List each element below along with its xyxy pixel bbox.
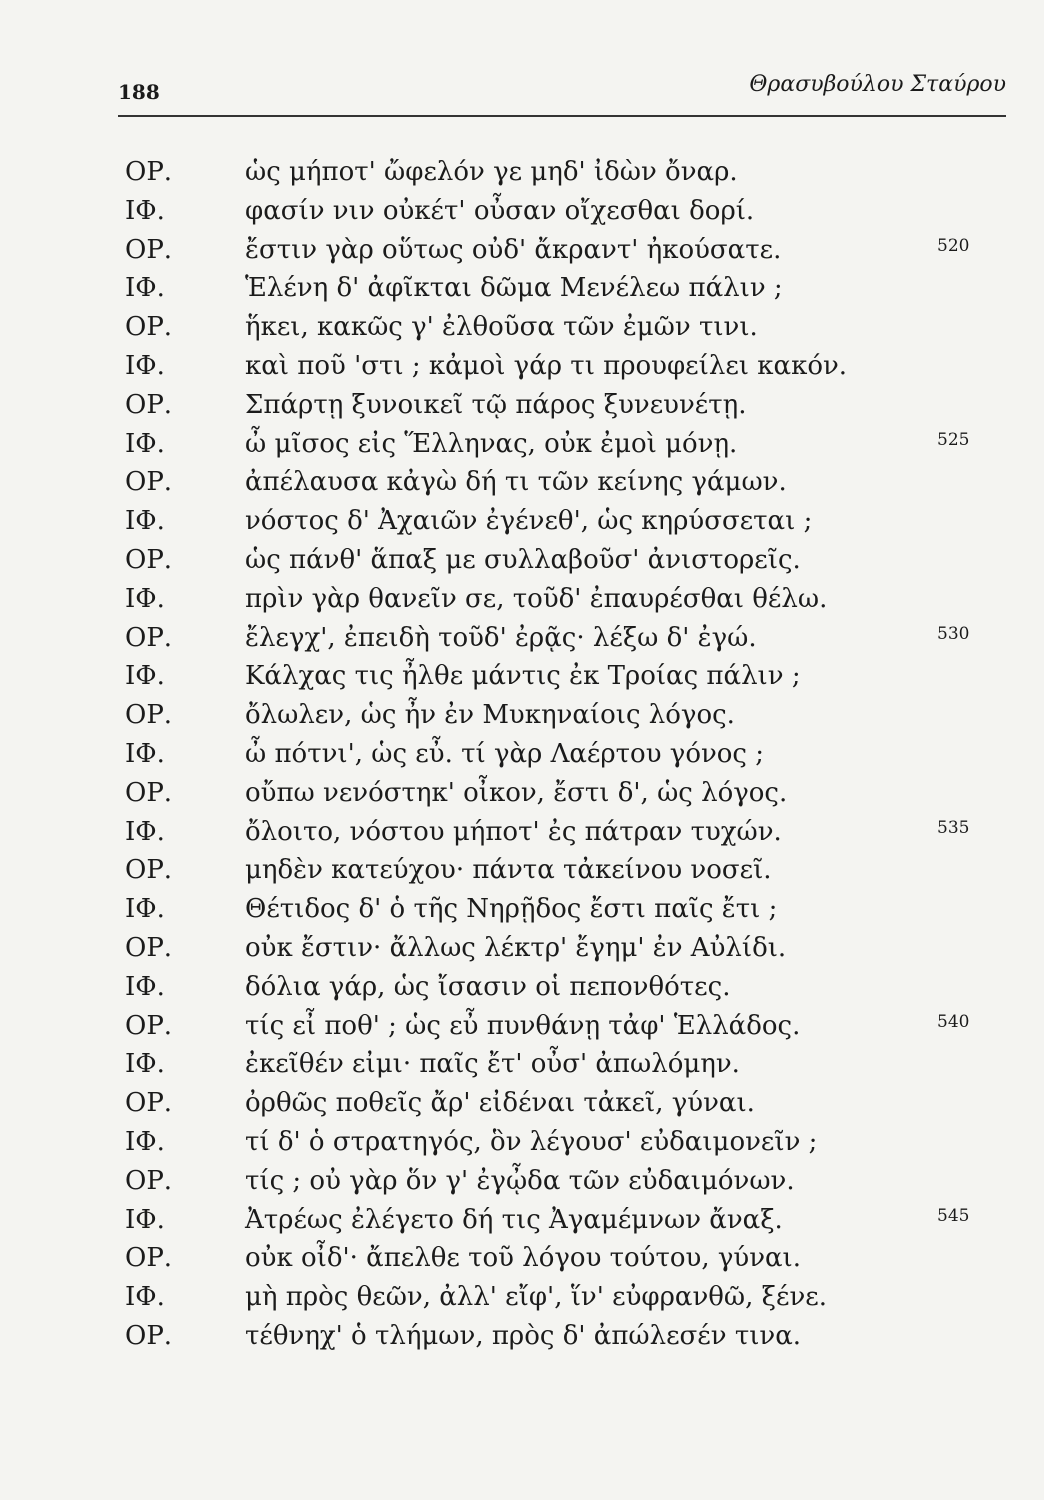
verse-text: δόλια γάρ, ὡς ἴσασιν οἱ πεπονθότες. — [245, 971, 731, 1002]
speaker-label: ΟΡ. — [125, 1088, 173, 1119]
speaker-label: ΟΡ. — [125, 234, 173, 265]
verse-text: οὔπω νενόστηκ' οἶκον, ἔστι δ', ὡς λόγος. — [245, 777, 788, 808]
verse-line — [125, 386, 1005, 425]
verse-dialogue — [125, 153, 1005, 1356]
verse-text: ὦ μῖσος εἰς Ἕλληνας, οὐκ ἐμοὶ μόνῃ. — [245, 428, 738, 459]
speaker-label: ΙΦ. — [125, 273, 165, 304]
line-number: 545 — [937, 1205, 970, 1226]
speaker-label: ΟΡ. — [125, 467, 173, 498]
verse-text: καὶ ποῦ 'στι ; κἀμοὶ γάρ τι προυφείλει κακόν. — [245, 350, 848, 381]
verse-line — [125, 1278, 1005, 1317]
speaker-label: ΙΦ. — [125, 428, 165, 459]
verse-text: οὐκ ἔστιν· ἄλλως λέκτρ' ἔγημ' ἐν Αὐλίδι. — [245, 932, 787, 963]
line-number: 520 — [937, 235, 970, 256]
verse-text: νόστος δ' Ἀχαιῶν ἐγένεθ', ὡς κηρύσσεται ; — [245, 506, 813, 537]
speaker-label: ΟΡ. — [125, 777, 173, 808]
speaker-label: ΙΦ. — [125, 894, 165, 925]
verse-line — [125, 968, 1005, 1007]
verse-line — [125, 153, 1005, 192]
verse-text: Ἑλένη δ' ἀφῖκται δῶμα Μενέλεω πάλιν ; — [245, 273, 783, 304]
verse-text: πρὶν γὰρ θανεῖν σε, τοῦδ' ἐπαυρέσθαι θέλω. — [245, 583, 828, 614]
verse-line — [125, 774, 1005, 813]
speaker-label: ΟΡ. — [125, 389, 173, 420]
verse-text: τίς ; οὐ γὰρ ὅν γ' ἐγᾦδα τῶν εὐδαιμόνων. — [245, 1165, 795, 1196]
verse-text: Σπάρτῃ ξυνοικεῖ τῷ πάρος ξυνευνέτῃ. — [245, 389, 747, 420]
verse-text: μὴ πρὸς θεῶν, ἀλλ' εἴφ', ἵν' εὐφρανθῶ, ξένε. — [245, 1282, 827, 1313]
page-number: 188 — [118, 80, 160, 104]
verse-line — [125, 580, 1005, 619]
verse-text: οὐκ οἶδ'· ἄπελθε τοῦ λόγου τούτου, γύναι. — [245, 1243, 802, 1274]
header-rule — [118, 115, 1006, 117]
verse-line — [125, 735, 1005, 774]
speaker-label: ΟΡ. — [125, 1010, 173, 1041]
speaker-label: ΙΦ. — [125, 971, 165, 1002]
verse-line — [125, 1239, 1005, 1278]
verse-text: ὦ πότνι', ὡς εὖ. τί γὰρ Λαέρτου γόνος ; — [245, 738, 765, 769]
speaker-label: ΟΡ. — [125, 157, 173, 187]
verse-line — [125, 813, 1005, 852]
speaker-label: ΙΦ. — [125, 1126, 165, 1157]
verse-text: τί δ' ὁ στρατηγός, ὃν λέγουσ' εὐδαιμονεῖν ; — [245, 1126, 818, 1157]
speaker-label: ΟΡ. — [125, 1165, 173, 1196]
verse-line — [125, 1045, 1005, 1084]
verse-text: ὄλωλεν, ὡς ἦν ἐν Μυκηναίοις λόγος. — [245, 700, 735, 731]
verse-line — [125, 1162, 1005, 1201]
verse-line — [125, 1084, 1005, 1123]
speaker-label: ΙΦ. — [125, 1049, 165, 1080]
speaker-label: ΟΡ. — [125, 622, 173, 653]
verse-text: Κάλχας τις ἦλθε μάντις ἐκ Τροίας πάλιν ; — [245, 661, 801, 692]
verse-line — [125, 231, 1005, 270]
line-number: 535 — [937, 817, 970, 838]
verse-line — [125, 619, 1005, 658]
verse-line — [125, 425, 1005, 464]
speaker-label: ΙΦ. — [125, 1204, 165, 1235]
verse-line — [125, 1317, 1005, 1356]
verse-text: τίς εἶ ποθ' ; ὡς εὖ πυνθάνῃ τἀφ' Ἑλλάδος. — [245, 1010, 801, 1041]
verse-line — [125, 269, 1005, 308]
verse-text: ὡς πάνθ' ἅπαξ με συλλαβοῦσ' ἀνιστορεῖς. — [245, 544, 801, 575]
verse-text: ἥκει, κακῶς γ' ἐλθοῦσα τῶν ἐμῶν τινι. — [245, 312, 758, 343]
verse-line — [125, 696, 1005, 735]
verse-line — [125, 929, 1005, 968]
speaker-label: ΙΦ. — [125, 350, 165, 381]
verse-text: τέθνηχ' ὁ τλήμων, πρὸς δ' ἀπώλεσέν τινα. — [245, 1320, 802, 1351]
verse-text: ἔλεγχ', ἐπειδὴ τοῦδ' ἐρᾷς· λέξω δ' ἐγώ. — [245, 622, 757, 653]
line-number: 530 — [937, 623, 970, 644]
verse-text: ὄλοιτο, νόστου μήποτ' ἐς πάτραν τυχών. — [245, 816, 782, 847]
verse-text: ὡς μήποτ' ὤφελόν γε μηδ' ἰδὼν ὄναρ. — [245, 157, 738, 187]
speaker-label: ΙΦ. — [125, 195, 165, 226]
verse-text: ὀρθῶς ποθεῖς ἄρ' εἰδέναι τἀκεῖ, γύναι. — [245, 1088, 755, 1119]
verse-line — [125, 308, 1005, 347]
speaker-label: ΙΦ. — [125, 506, 165, 537]
speaker-label: ΙΦ. — [125, 1282, 165, 1313]
speaker-label: ΟΡ. — [125, 544, 173, 575]
running-head: Θρασυβούλου Σταύρου — [749, 72, 1006, 97]
line-number: 525 — [937, 429, 970, 450]
line-number: 540 — [937, 1011, 970, 1032]
speaker-label: ΟΡ. — [125, 312, 173, 343]
verse-line — [125, 1007, 1005, 1046]
speaker-label: ΟΡ. — [125, 932, 173, 963]
verse-line — [125, 851, 1005, 890]
verse-line — [125, 1123, 1005, 1162]
speaker-label: ΟΡ. — [125, 1243, 173, 1274]
verse-line — [125, 463, 1005, 502]
verse-text: Ἀτρέως ἐλέγετο δή τις Ἀγαμέμνων ἄναξ. — [245, 1204, 783, 1235]
verse-text: ἐκεῖθέν εἰμι· παῖς ἔτ' οὖσ' ἀπωλόμην. — [245, 1049, 740, 1080]
speaker-label: ΙΦ. — [125, 583, 165, 614]
verse-line — [125, 502, 1005, 541]
verse-line — [125, 192, 1005, 231]
verse-text: ἔστιν γὰρ οὕτως οὐδ' ἄκραντ' ἠκούσατε. — [245, 234, 782, 265]
verse-line — [125, 347, 1005, 386]
speaker-label: ΟΡ. — [125, 1320, 173, 1351]
verse-text: ἀπέλαυσα κἀγὼ δή τι τῶν κείνης γάμων. — [245, 467, 787, 498]
verse-line — [125, 657, 1005, 696]
verse-line — [125, 1201, 1005, 1240]
verse-line — [125, 890, 1005, 929]
speaker-label: ΙΦ. — [125, 738, 165, 769]
verse-text: φασίν νιν οὐκέτ' οὖσαν οἴχεσθαι δορί. — [245, 195, 755, 226]
verse-text: Θέτιδος δ' ὁ τῆς Νηρῇδος ἔστι παῖς ἔτι ; — [245, 894, 778, 925]
speaker-label: ΙΦ. — [125, 816, 165, 847]
verse-text: μηδὲν κατεύχου· πάντα τἀκείνου νοσεῖ. — [245, 855, 772, 886]
speaker-label: ΟΡ. — [125, 700, 173, 731]
page-header — [118, 60, 1006, 120]
verse-line — [125, 541, 1005, 580]
speaker-label: ΙΦ. — [125, 661, 165, 692]
speaker-label: ΟΡ. — [125, 855, 173, 886]
